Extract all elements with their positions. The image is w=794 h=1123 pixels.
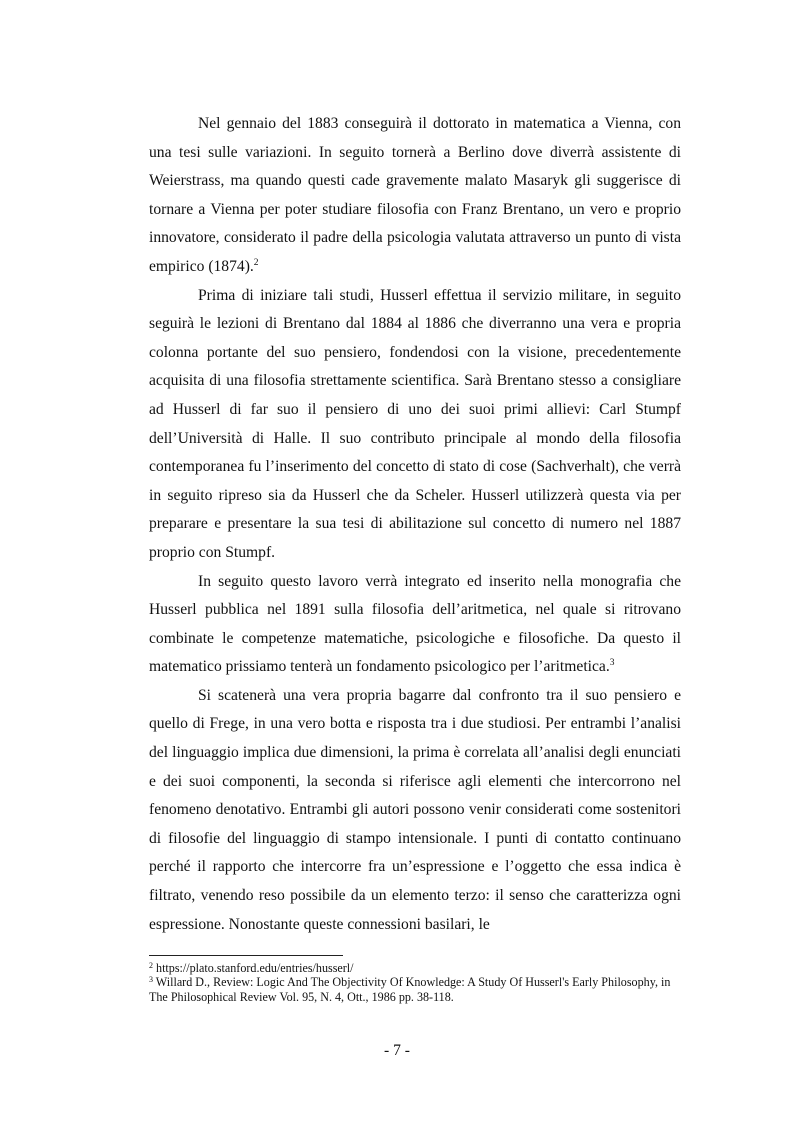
footnote-reference[interactable]: 3	[609, 658, 615, 669]
paragraph	[149, 568, 681, 682]
footnotes	[149, 961, 681, 1004]
footnote-number: 2	[149, 961, 153, 970]
footnote-text: Willard D., Review: Logic And The Objectivity Of Knowledge: A Study Of Husserl's Early Philosophy, in The Philosophical Review Vol. 95, N. 4, Ott., 1986 pp. 38-118.	[149, 975, 671, 1004]
body-text	[149, 110, 681, 939]
footnote-separator	[149, 955, 343, 956]
footnote-number: 3	[149, 975, 153, 985]
page-number: - 7 -	[384, 1042, 410, 1059]
paragraph-text: Nel gennaio del 1883 conseguirà il dottorato in matematica a Vienna, con una tesi sulle variazioni. In seguito tornerà a Berlino dove diverrà assistente di Weierstrass, ma quando questi cade gravemente malato Masaryk gli suggerisce di tornare a Vienna per poter studiare filosofia con Franz Brentano, un vero e proprio innovatore, considerato il padre della psicologia valutata attraverso un punto di vista empirico (1874).	[149, 115, 681, 275]
paragraph-text: In seguito questo lavoro verrà integrato ed inserito nella monografia che Husserl pubblica nel 1891 sulla filosofia dell’aritmetica, nel quale si ritrovano combinate le competenze matematiche, psicologiche e filosofiche. Da questo il matematico prissiamo tenterà un fondamento psicologico per l’aritmetica.	[149, 572, 681, 676]
paragraph-text: Si scatenerà una vera propria bagarre dal confronto tra il suo pensiero e quello di Frege, in una vero botta e risposta tra i due studiosi. Per entrambi l’analisi del linguaggio implica due dimensioni, la prima è correlata all’analisi degli enunciati e dei suoi componenti, la seconda si riferisce agli elementi che intercorrono nel fenomeno denotativo. Entrambi gli autori possono venir considerati come sostenitori di filosofie del linguaggio di stampo intensionale. I punti di contatto continuano perché il rapporto che intercorre fra un’espressione e l’oggetto che essa indica è filtrato, venendo reso possibile da un elemento terzo: il senso che caratterizza ogni espressione. Nonostante queste connessioni basilari, le	[149, 686, 681, 933]
paragraph-text: Prima di iniziare tali studi, Husserl effettua il servizio militare, in seguito seguirà le lezioni di Brentano dal 1884 al 1886 che diverranno una vera e propria colonna portante del suo pensiero, fondendosi con la visione, precedentemente acquisita di una filosofia strettamente scientifica. Sarà Brentano stesso a consigliare ad Husserl di far suo il pensiero di uno dei suoi primi allievi: Carl Stumpf dell’Università di Halle. Il suo contributo principale al mondo della filosofia contemporanea fu l’inserimento del concetto di stato di cose (Sachverhalt), che verrà in seguito ripreso sia da Husserl che da Scheler. Husserl utilizzerà questa via per preparare e presentare la sua tesi di abilitazione sul concetto di numero nel 1887 proprio con Stumpf.	[149, 286, 681, 561]
paragraph	[149, 682, 681, 939]
footnote-text[interactable]: https://plato.stanford.edu/entries/husserl/	[153, 961, 354, 975]
paragraph	[149, 282, 681, 568]
footnote	[149, 961, 681, 975]
footnote	[149, 975, 681, 1004]
paragraph	[149, 110, 681, 282]
footnote-reference[interactable]: 2	[253, 257, 259, 268]
